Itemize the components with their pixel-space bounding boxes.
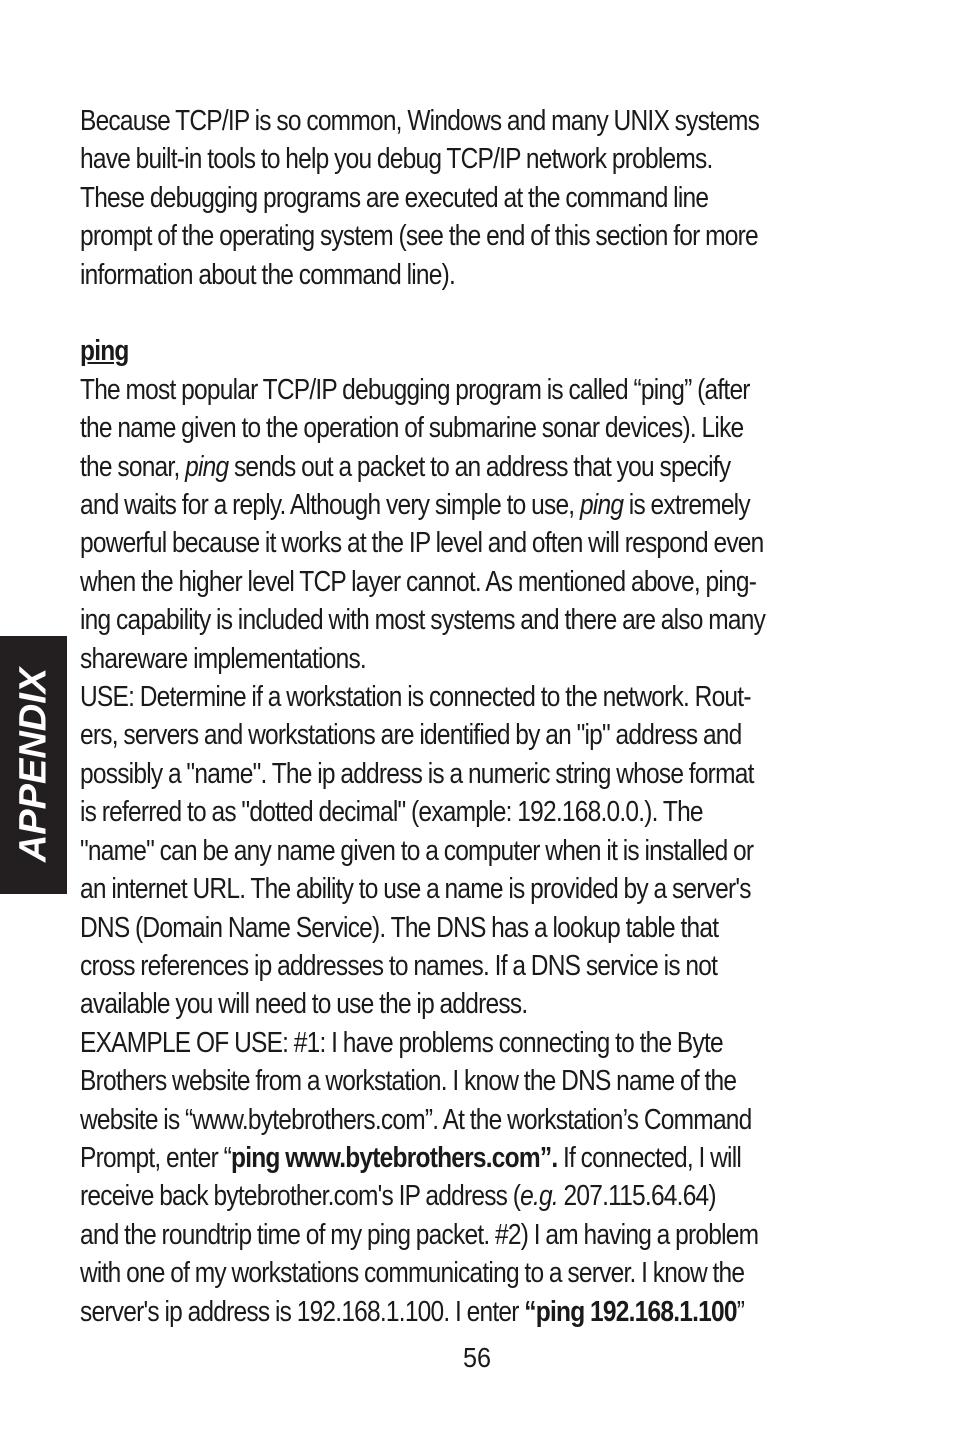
ping-line: shareware implementations. xyxy=(80,642,366,675)
command-ping-website: ping www.bytebrothers.com”. xyxy=(230,1141,558,1174)
use-line: DNS (Domain Name Service). The DNS has a lookup table that xyxy=(80,911,719,944)
intro-line: information about the command line). xyxy=(80,258,456,291)
ping-line: the sonar, ping sends out a packet to an address that you specify xyxy=(80,450,731,483)
paragraph-gap xyxy=(80,294,880,332)
use-line: an internet URL. The ability to use a name is provided by a server's xyxy=(80,873,751,906)
ping-line: The most popular TCP/IP debugging program is called “ping” (after xyxy=(80,373,750,406)
eg-italic: e.g. xyxy=(520,1180,558,1213)
ping-line: powerful because it works at the IP level and often will respond even xyxy=(80,527,764,560)
intro-line: Because TCP/IP is so common, Windows and many UNIX systems xyxy=(80,105,760,137)
ping-line: the name given to the operation of submarine sonar devices). Like xyxy=(80,412,744,445)
intro-line: These debugging programs are executed at the command line xyxy=(80,181,709,214)
example-line: website is “www.bytebrothers.com”. At the workstation’s Command xyxy=(80,1103,752,1136)
ping-italic: ping xyxy=(579,489,624,522)
use-line: available you will need to use the ip address. xyxy=(80,988,528,1021)
ping-line: and waits for a reply. Although very simple to use, ping is extremely xyxy=(80,489,750,522)
example-line: and the roundtrip time of my ping packet. #2) I am having a problem xyxy=(80,1218,759,1251)
ping-italic: ping xyxy=(185,450,229,483)
example-line: receive back bytebrother.com's IP address (e.g. 207.115.64.64) xyxy=(80,1180,716,1213)
intro-line: have built-in tools to help you debug TCP/IP network problems. xyxy=(80,143,713,176)
example-line: server's ip address is 192.168.1.100. I enter “ping 192.168.1.100” xyxy=(80,1295,745,1328)
command-ping-ip: “ping 192.168.1.100 xyxy=(524,1295,737,1328)
page-number: 56 xyxy=(462,1342,492,1373)
example-line: Brothers website from a workstation. I know the DNS name of the xyxy=(80,1065,737,1098)
use-line: possibly a "name". The ip address is a numeric string whose format xyxy=(80,757,754,790)
appendix-label: APPENDIX xyxy=(12,667,54,863)
use-line: is referred to as "dotted decimal" (example: 192.168.0.0.). The xyxy=(80,796,703,829)
appendix-side-tab xyxy=(0,636,67,894)
example-line: EXAMPLE OF USE: #1: I have problems connecting to the Byte xyxy=(80,1026,723,1059)
use-line: "name" can be any name given to a computer when it is installed or xyxy=(80,834,754,867)
example-line: with one of my workstations communicating to a server. I know the xyxy=(80,1257,745,1290)
ping-line: when the higher level TCP layer cannot. As mentioned above, ping- xyxy=(80,565,757,598)
use-line: USE: Determine if a workstation is connected to the network. Rout- xyxy=(80,681,751,714)
ping-line: ing capability is included with most systems and there are also many xyxy=(80,604,766,637)
use-line: ers, servers and workstations are identified by an "ip" address and xyxy=(80,719,742,752)
use-line: cross references ip addresses to names. If a DNS service is not xyxy=(80,949,718,982)
example-line: Prompt, enter “ping www.bytebrothers.com”. If connected, I will xyxy=(80,1141,742,1174)
intro-line: prompt of the operating system (see the end of this section for more xyxy=(80,220,758,253)
page-body xyxy=(80,102,880,1331)
section-heading-ping: ping xyxy=(80,335,129,368)
